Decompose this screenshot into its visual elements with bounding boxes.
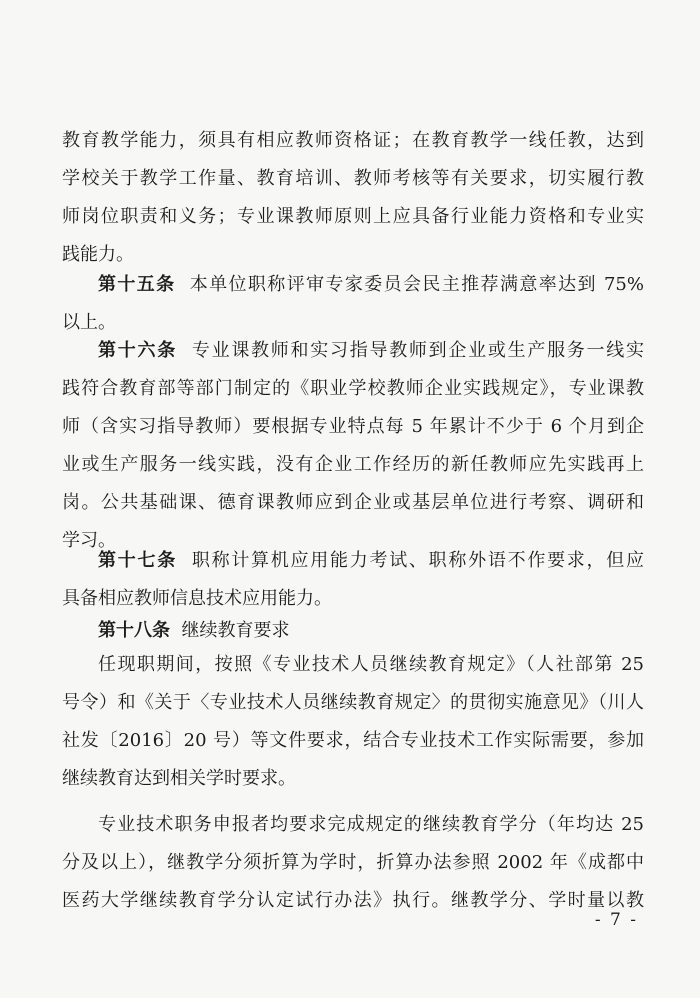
text-line: 任现职期间，按照《专业技术人员继续教育规定》（人社部第 25 — [98, 654, 644, 675]
text-line — [62, 266, 644, 304]
text-line: 师岗位职责和义务；专业课教师原则上应具备行业能力资格和专业实 — [62, 206, 644, 227]
text-line: 践能力。 — [62, 244, 134, 265]
text-line: 学习。 — [62, 530, 116, 551]
text-line: 号令）和《关于〈专业技术人员继续教育规定〉的贯彻实施意见》（川人 — [62, 692, 644, 713]
text-line: 教育教学能力，须具有相应教师资格证；在教育教学一线任教，达到 — [62, 130, 644, 151]
article-heading: 第十六条 — [98, 340, 177, 361]
text-line — [62, 612, 644, 650]
article-16 — [62, 332, 644, 560]
text-line: 以上。 — [62, 312, 116, 333]
text-line: 具备相应教师信息技术应用能力。 — [62, 588, 332, 609]
text-line: 分及以上），继教学分须折算为学时，折算办法参照 2002 年《成都中 — [62, 852, 644, 873]
text-line: 专业技术职务申报者均要求完成规定的继续教育学分（年均达 25 — [98, 814, 644, 835]
article-heading: 第十五条 — [98, 274, 176, 295]
article-18 — [62, 612, 644, 650]
article-text: 职称计算机应用能力考试、职称外语不作要求，但应 — [191, 550, 645, 571]
text-line: 岗。公共基础课、德育课教师应到企业或基层单位进行考察、调研和 — [62, 492, 644, 513]
article-text: 继续教育要求 — [181, 620, 290, 641]
text-line — [62, 542, 644, 580]
page-number: - 7 - — [594, 910, 638, 930]
paragraph-continuation — [62, 122, 644, 274]
article-text: 专业课教师和实习指导教师到企业或生产服务一线实 — [191, 340, 645, 361]
paragraph-continuing-education — [62, 646, 644, 798]
text-line: 师（含实习指导教师）要根据专业特点每 5 年累计不少于 6 个月到企 — [62, 416, 644, 437]
article-text: 本单位职称评审专家委员会民主推荐满意率达到 75% — [189, 274, 644, 295]
text-line: 社发〔2016〕20 号）等文件要求，结合专业技术工作实际需要，参加 — [62, 730, 644, 751]
text-line: 继续教育达到相关学时要求。 — [62, 768, 296, 789]
article-heading: 第十七条 — [98, 550, 177, 571]
text-line: 践符合教育部等部门制定的《职业学校教师企业实践规定》，专业课教 — [62, 378, 644, 399]
paragraph-credits — [62, 806, 644, 920]
article-heading: 第十八条 — [98, 620, 170, 641]
article-17 — [62, 542, 644, 618]
text-line: 业或生产服务一线实践，没有企业工作经历的新任教师应先实践再上 — [62, 454, 644, 475]
text-line — [62, 332, 644, 370]
text-line: 医药大学继续教育学分认定试行办法》执行。继教学分、学时量以教 — [62, 890, 644, 911]
article-15 — [62, 266, 644, 342]
text-line: 学校关于教学工作量、教育培训、教师考核等有关要求，切实履行教 — [62, 168, 644, 189]
